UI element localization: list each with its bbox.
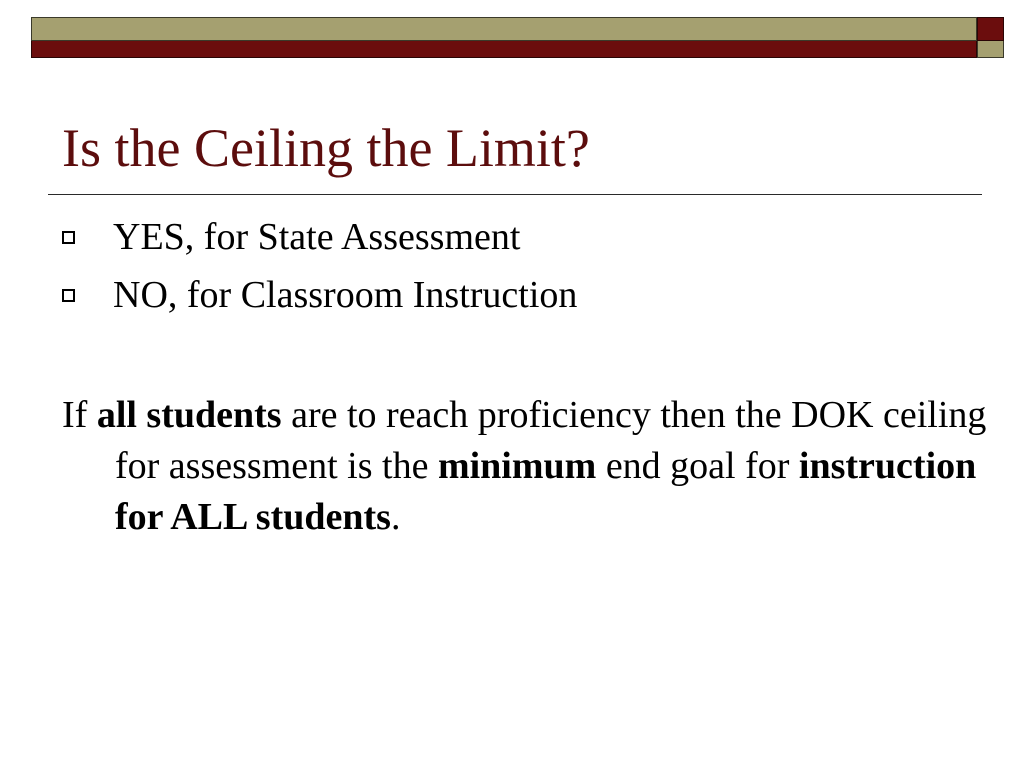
- bullet-item: [62, 208, 982, 266]
- hollow-square-bullet-icon: [62, 231, 75, 244]
- body-paragraph: [62, 390, 1015, 543]
- paragraph-segment: If: [62, 394, 97, 436]
- title-divider: [48, 194, 982, 195]
- header-corner-olive: [977, 41, 1004, 58]
- bullet-list: [62, 208, 982, 324]
- paragraph-emphasis: instruction for ALL students: [115, 445, 977, 538]
- bullet-item: [62, 266, 982, 324]
- paragraph-segment: .: [390, 496, 401, 538]
- header-corner-maroon: [977, 17, 1004, 41]
- bullet-text: NO, for Classroom Instruction: [113, 274, 578, 316]
- paragraph-segment: end goal for: [596, 445, 799, 487]
- header-bar-olive: [31, 17, 977, 41]
- paragraph-emphasis: minimum: [437, 445, 597, 487]
- hollow-square-bullet-icon: [62, 289, 75, 302]
- paragraph-segment: are to reach proficiency then the DOK ceiling for assessment is the: [115, 394, 987, 487]
- bullet-text: YES, for State Assessment: [113, 216, 521, 258]
- header-bar-maroon: [31, 41, 977, 58]
- paragraph-emphasis: all students: [96, 394, 282, 436]
- slide-title: Is the Ceiling the Limit?: [62, 118, 590, 178]
